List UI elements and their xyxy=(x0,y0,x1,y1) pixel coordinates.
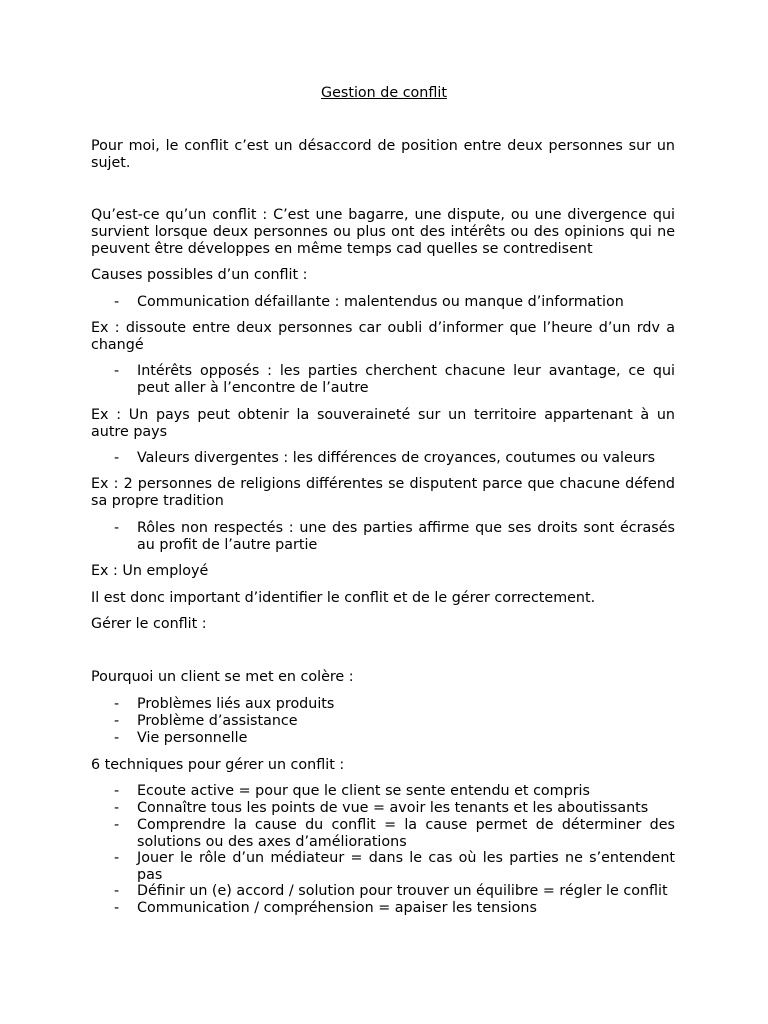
list-item xyxy=(91,817,675,851)
bullet-dash: - xyxy=(114,696,120,712)
anger-heading: Pourquoi un client se met en colère : xyxy=(91,669,354,685)
list-item xyxy=(91,800,675,817)
cause-item xyxy=(91,450,675,467)
cause-example: Ex : Un pays peut obtenir la souveraineté sur un territoire appartenant à un autre pays xyxy=(91,407,675,440)
intro-paragraph: Pour moi, le conflit c’est un désaccord de position entre deux personnes sur un sujet. xyxy=(91,138,675,171)
bullet-dash: - xyxy=(114,900,120,916)
definition-paragraph: Qu’est-ce qu’un conflit : C’est une bagarre, une dispute, ou une divergence qui survient lorsque deux personnes ou plus ont des intérêts ou des opinions qui ne peuvent être développes en même temps cad quelles se contredisent xyxy=(91,207,675,257)
bullet-dash: - xyxy=(114,294,120,310)
technique-text: Communication / compréhension = apaiser les tensions xyxy=(137,900,537,916)
cause-item xyxy=(91,363,675,397)
list-item xyxy=(91,783,675,800)
cause-example: Ex : Un employé xyxy=(91,563,209,579)
technique-text: Définir un (e) accord / solution pour trouver un équilibre = régler le conflit xyxy=(137,883,668,899)
bullet-dash: - xyxy=(114,800,120,816)
anger-reason-text: Problèmes liés aux produits xyxy=(137,696,335,712)
list-item xyxy=(91,696,675,713)
technique-text: Jouer le rôle d’un médiateur = dans le cas où les parties ne s’entendent pas xyxy=(137,850,675,883)
manage-heading: Gérer le conflit : xyxy=(91,616,207,632)
technique-text: Connaître tous les points de vue = avoir les tenants et les aboutissants xyxy=(137,800,649,816)
cause-item-text: Intérêts opposés : les parties cherchent chacune leur avantage, ce qui peut aller à l’encontre de l’autre xyxy=(137,363,675,396)
causes-heading: Causes possibles d’un conflit : xyxy=(91,267,308,283)
bullet-dash: - xyxy=(114,363,120,379)
cause-item xyxy=(91,520,675,554)
anger-reason-text: Vie personnelle xyxy=(137,730,248,746)
technique-text: Comprendre la cause du conflit = la cause permet de déterminer des solutions ou des axes d’améliorations xyxy=(137,817,675,850)
cause-item-text: Communication défaillante : malentendus ou manque d’information xyxy=(137,294,624,310)
conclusion-paragraph: Il est donc important d’identifier le conflit et de le gérer correctement. xyxy=(91,590,596,606)
bullet-dash: - xyxy=(114,783,120,799)
bullet-dash: - xyxy=(114,730,120,746)
bullet-dash: - xyxy=(114,883,120,899)
list-item xyxy=(91,900,675,917)
list-item xyxy=(91,730,675,747)
cause-item xyxy=(91,294,675,311)
cause-item-text: Rôles non respectés : une des parties affirme que ses droits sont écrasés au profit de l’autre partie xyxy=(137,520,675,553)
cause-example: Ex : 2 personnes de religions différentes se disputent parce que chacune défend sa propre tradition xyxy=(91,476,675,509)
bullet-dash: - xyxy=(114,450,120,466)
cause-example: Ex : dissoute entre deux personnes car oubli d’informer que l’heure d’un rdv a changé xyxy=(91,320,675,353)
list-item xyxy=(91,850,675,884)
bullet-dash: - xyxy=(114,817,120,833)
bullet-dash: - xyxy=(114,713,120,729)
anger-reason-text: Problème d’assistance xyxy=(137,713,298,729)
list-item xyxy=(91,883,675,900)
technique-text: Ecoute active = pour que le client se sente entendu et compris xyxy=(137,783,590,799)
cause-item-text: Valeurs divergentes : les différences de croyances, coutumes ou valeurs xyxy=(137,450,656,466)
techniques-heading: 6 techniques pour gérer un conflit : xyxy=(91,757,345,773)
bullet-dash: - xyxy=(114,850,120,866)
bullet-dash: - xyxy=(114,520,120,536)
list-item xyxy=(91,713,675,730)
document-title: Gestion de conflit xyxy=(321,85,447,101)
